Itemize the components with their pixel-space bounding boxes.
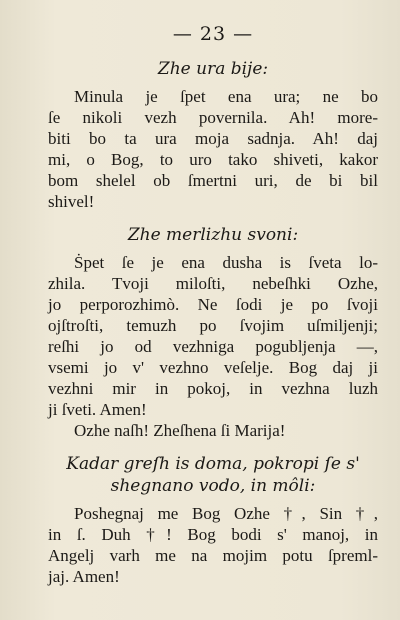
- text-line: jaj. Amen!: [48, 567, 120, 586]
- text-line: ji ſveti. Amen!: [48, 400, 147, 419]
- section-heading: Zhe ura bije:: [157, 59, 269, 79]
- prayer-paragraph: [48, 252, 378, 441]
- page-number: — 23 —: [172, 23, 254, 45]
- text-line: Poshegnaj me Bog Ozhe †, Sin †,: [74, 504, 378, 523]
- text-line: shivel!: [48, 192, 95, 211]
- text-line: jo perporozhimò. Ne ſodi je po ſvoji: [48, 295, 378, 314]
- prayer-paragraph: [48, 503, 378, 587]
- text-line: in ſ. Duh †! Bog bodi s' manoj, in: [48, 525, 378, 544]
- prayer-paragraph: [48, 86, 378, 212]
- text-line: vsemi jo v' vezhno veſelje. Bog daj ji: [48, 358, 378, 377]
- text-line: bom shelel ob ſmertni uri, de bi bil: [48, 171, 378, 190]
- text-line: reſhi jo od vezhniga pogubljenja —,: [48, 337, 378, 356]
- text-line: mi, o Bog, to uro tako shiveti, kakor: [48, 150, 378, 169]
- text-line: zhila. Tvoji miloſti, nebeſhki Ozhe,: [48, 274, 378, 293]
- text-line: ſe nikoli vezh povernila. Ah! more-: [48, 108, 378, 127]
- text-line: Minula je ſpet ena ura; ne bo: [74, 87, 378, 106]
- text-line: Angelj varh me na mojim potu ſpreml-: [48, 546, 378, 565]
- text-line: biti bo ta ura moja sadnja. Ah! daj: [48, 129, 378, 148]
- section-prayer-clock: [48, 58, 378, 212]
- text-line: ojſtroſti, temuzh po ſvojim uſmiljenji;: [48, 316, 378, 335]
- section-heading: Kadar greſh is doma, pokropi ſe s' shegnano vodo, in môli:: [66, 454, 360, 496]
- section-prayer-leaving-home: [48, 453, 378, 587]
- text-line: Ṡpet ſe je ena dusha is ſveta lo-: [74, 253, 378, 272]
- section-prayer-dying: [48, 224, 378, 441]
- text-line: vezhni mir in pokoj, in vezhna luzh: [48, 379, 378, 398]
- text-line: Ozhe naſh! Zheſhena ſi Marija!: [74, 421, 286, 440]
- section-heading: Zhe merlizhu svoni:: [127, 225, 299, 245]
